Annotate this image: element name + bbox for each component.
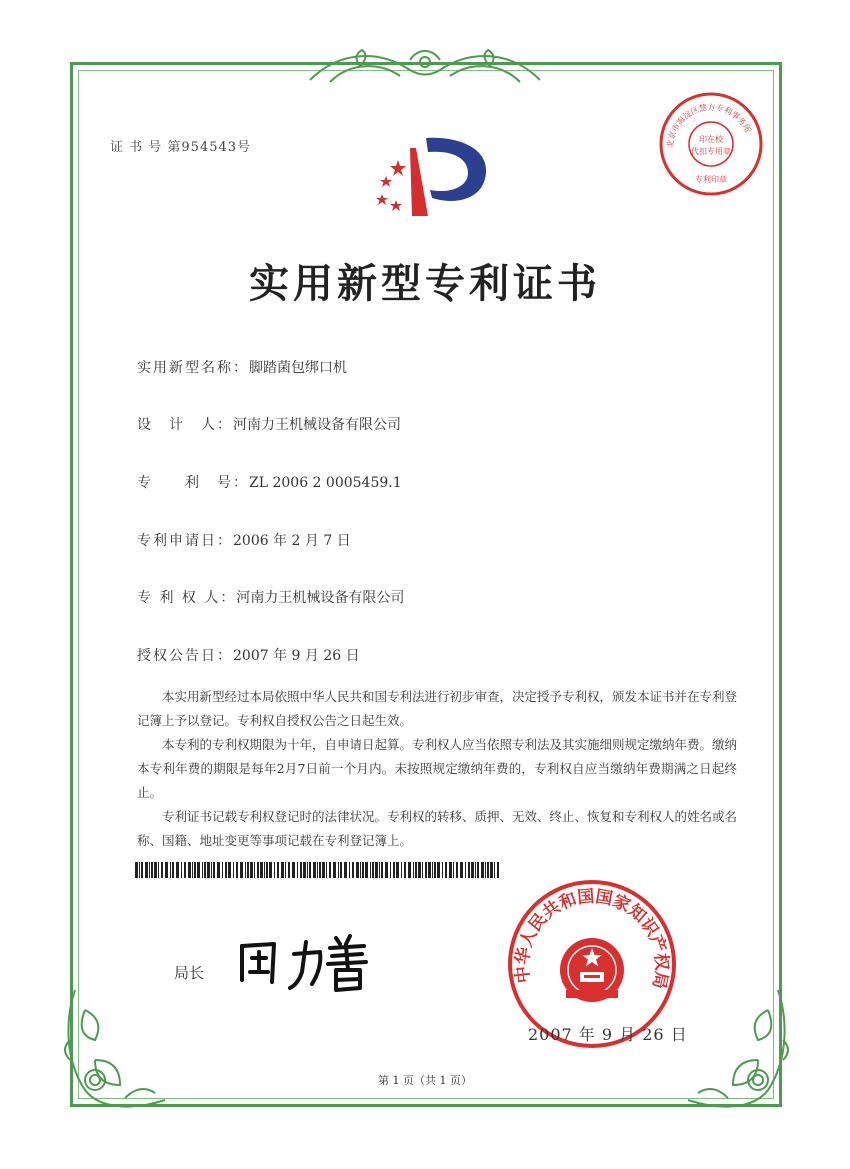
barcode-bar <box>236 862 238 878</box>
barcode-bar <box>192 862 193 878</box>
barcode-bar <box>145 862 148 878</box>
field-label: 专利申请日： <box>137 533 233 549</box>
barcode-bar <box>390 862 391 878</box>
barcode-bar <box>204 862 206 878</box>
barcode-bar <box>264 862 265 878</box>
barcode-bar <box>172 862 174 878</box>
body-paragraph: 专利证书记载专利权登记时的法律状况。专利权的转移、质押、无效、终止、恢复和专利权人的姓名或名称、国籍、地址变更等事项记载在专利登记簿上。 <box>137 809 738 848</box>
field-utility-model-name <box>137 357 347 377</box>
top-ornament <box>300 40 550 92</box>
barcode-bar <box>333 862 336 878</box>
svg-text:中华人民共和国国家知识产权局: 中华人民共和国国家知识产权局 <box>512 886 672 991</box>
barcode-bar <box>456 862 458 878</box>
barcode-bar <box>240 862 243 878</box>
field-designer <box>137 414 401 434</box>
barcode-bar <box>225 862 227 878</box>
barcode-bar <box>151 862 153 878</box>
barcode-bar <box>401 862 402 878</box>
barcode-bar <box>250 862 253 878</box>
barcode-bar <box>176 862 179 878</box>
svg-text:印在校: 印在校 <box>699 135 723 144</box>
barcode-bar <box>344 862 347 878</box>
barcode-bar <box>300 862 302 878</box>
certificate-title: 实用新型专利证书 <box>249 260 601 307</box>
certificate-body <box>137 685 737 853</box>
agency-seal-small <box>655 88 767 200</box>
barcode-bar <box>329 862 331 878</box>
barcode-bar <box>408 862 411 878</box>
barcode-bar <box>487 862 489 878</box>
field-patentee <box>137 587 404 607</box>
barcode-bar <box>428 862 431 878</box>
svg-text:北京市海淀区慧方专利事务所: 北京市海淀区慧方专利事务所 <box>665 102 753 149</box>
bottom-right-ornament <box>668 980 798 1120</box>
issue-date: 2007 年 9 月 26 日 <box>528 1025 688 1044</box>
barcode-bar <box>188 862 191 878</box>
barcode-bar <box>453 862 454 878</box>
barcode-bar <box>211 862 212 878</box>
barcode-bar <box>418 862 421 878</box>
barcode-bar <box>465 862 466 878</box>
barcode-bar <box>247 862 249 878</box>
barcode-bar <box>372 862 374 878</box>
national-emblem-icon <box>560 938 624 1002</box>
barcode-bar <box>313 862 316 878</box>
barcode-bar <box>269 862 272 878</box>
body-paragraph: 本实用新型经过本局依照中华人民共和国专利法进行初步审查，决定授予专利权，颁发本证书并在专利登记簿上予以登记。专利权自授权公告之日起生效。 <box>137 689 738 728</box>
barcode-bar <box>442 862 443 878</box>
bottom-left-ornament <box>55 980 185 1120</box>
field-value: 脚踏菌包绑口机 <box>249 360 347 376</box>
barcode-bar <box>437 862 440 878</box>
barcode-bar <box>307 862 308 878</box>
barcode-bar <box>149 862 150 878</box>
field-grant-date <box>137 645 360 665</box>
field-label: 专 利 权 人： <box>137 590 237 606</box>
barcode-bar <box>393 862 395 878</box>
barcode-bar <box>222 862 223 878</box>
barcode-bar <box>471 862 474 878</box>
field-value: 河南力王机械设备有限公司 <box>233 417 401 433</box>
barcode-bar <box>170 862 171 878</box>
barcode-bar <box>468 862 470 878</box>
barcode-bar <box>297 862 298 878</box>
field-label: 授权公告日： <box>137 648 233 664</box>
barcode-bar <box>422 862 423 878</box>
barcode-bar <box>415 862 417 878</box>
field-value: 2006 年 2 月 7 日 <box>233 533 351 549</box>
field-value: 河南力王机械设备有限公司 <box>236 590 405 606</box>
barcode-bar <box>338 862 339 878</box>
page-number: 第 1 页（共 1 页） <box>378 1074 472 1087</box>
barcode-bar <box>281 862 284 878</box>
field-label: 设 计 人： <box>137 417 233 433</box>
barcode-bar <box>154 862 157 878</box>
barcode-bar <box>285 862 286 878</box>
barcode-bar <box>396 862 399 878</box>
barcode-bar <box>228 862 231 878</box>
barcode-bar <box>356 862 359 878</box>
field-patent-number <box>137 472 402 492</box>
field-value: 2007 年 9 月 26 日 <box>233 648 360 664</box>
barcode-bar <box>288 862 290 878</box>
body-paragraph: 本专利的专利权期限为十年，自申请日起算。专利权人应当依照专利法及其实施细则规定缴纳年费。缴纳本专利年费的期限是每年2月7日前一个月内。未按照规定缴纳年费的，专利权自应当缴纳年费期满之日起终止。 <box>137 737 738 800</box>
barcode <box>135 862 505 878</box>
barcode-bar <box>385 862 388 878</box>
barcode-bar <box>233 862 234 878</box>
barcode-bar <box>139 862 140 878</box>
barcode-bar <box>207 862 210 878</box>
barcode-bar <box>277 862 279 878</box>
barcode-bar <box>158 862 159 878</box>
barcode-bar <box>352 862 354 878</box>
barcode-bar <box>274 862 275 878</box>
field-label: 实用新型名称： <box>137 360 249 376</box>
barcode-bar <box>266 862 268 878</box>
barcode-bar <box>475 862 476 878</box>
barcode-bar <box>245 862 246 878</box>
barcode-bar <box>425 862 427 878</box>
barcode-bar <box>213 862 215 878</box>
barcode-bar <box>477 862 479 878</box>
svg-text:专利印章: 专利印章 <box>695 175 727 184</box>
barcode-bar <box>365 862 368 878</box>
barcode-bar <box>181 862 182 878</box>
barcode-bar <box>194 862 196 878</box>
barcode-bar <box>135 862 138 878</box>
barcode-bar <box>319 862 321 878</box>
barcode-bar <box>413 862 414 878</box>
barcode-bar <box>292 862 295 878</box>
barcode-bar <box>257 862 259 878</box>
barcode-bar <box>217 862 220 878</box>
patent-office-logo <box>368 128 498 223</box>
barcode-bar <box>379 862 380 878</box>
barcode-bar <box>184 862 186 878</box>
barcode-bar <box>317 862 318 878</box>
barcode-bar <box>381 862 383 878</box>
director-label: 局长 <box>174 964 205 982</box>
barcode-bar <box>481 862 484 878</box>
barcode-bar <box>197 862 200 878</box>
barcode-bar <box>375 862 378 878</box>
barcode-bar <box>432 862 433 878</box>
barcode-bar <box>490 862 493 878</box>
barcode-bar <box>161 862 163 878</box>
barcode-bar <box>370 862 371 878</box>
barcode-bar <box>434 862 436 878</box>
barcode-bar <box>460 862 463 878</box>
barcode-bar <box>404 862 406 878</box>
barcode-bar <box>362 862 364 878</box>
barcode-bar <box>494 862 495 878</box>
director-signature <box>232 928 392 998</box>
barcode-bar <box>303 862 306 878</box>
barcode-bar <box>360 862 361 878</box>
barcode-bar <box>254 862 255 878</box>
barcode-bar <box>497 862 499 878</box>
barcode-bar <box>349 862 350 878</box>
barcode-bar <box>445 862 447 878</box>
certificate-number: 证 书 号 第954543号 <box>110 140 252 155</box>
barcode-bar <box>449 862 452 878</box>
barcode-bar <box>485 862 486 878</box>
barcode-bar <box>309 862 311 878</box>
field-value: ZL 2006 2 0005459.1 <box>249 475 402 491</box>
barcode-bar <box>165 862 168 878</box>
barcode-bar <box>326 862 327 878</box>
barcode-bar <box>260 862 263 878</box>
barcode-bar <box>141 862 143 878</box>
field-label: 专 利 号： <box>137 475 249 491</box>
barcode-bar <box>322 862 325 878</box>
field-application-date <box>137 530 351 550</box>
barcode-bar <box>202 862 203 878</box>
barcode-bar <box>340 862 342 878</box>
svg-text:代扣专用章: 代扣专用章 <box>691 147 731 156</box>
